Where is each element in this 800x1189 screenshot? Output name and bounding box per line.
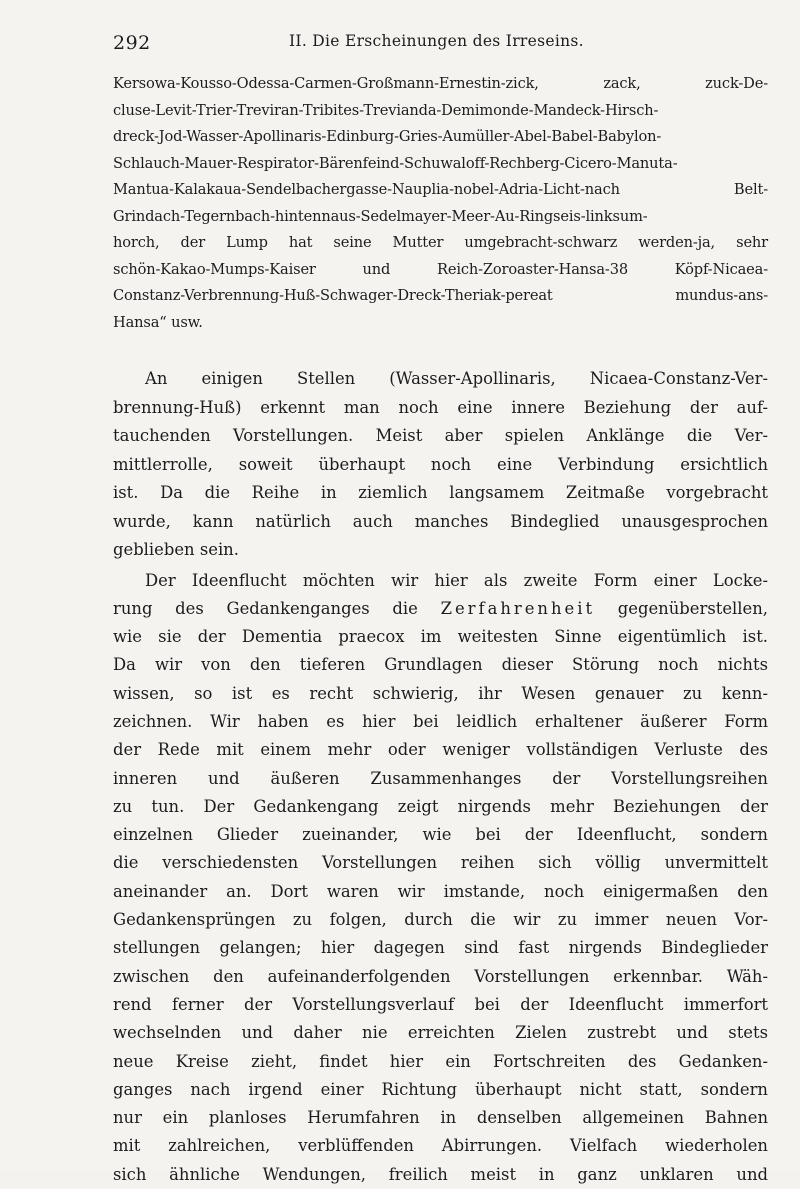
- text-line: der Rede mit einem mehr oder weniger vollständigen Verluste des: [113, 736, 768, 764]
- page-header: [0, 32, 800, 58]
- text-line: Gedankensprüngen zu folgen, durch die wir zu immer neuen Vor-: [113, 906, 768, 934]
- text-line: zeichnen. Wir haben es hier bei leidlich erhaltener äußerer Form: [113, 708, 768, 736]
- text-line: Grindach-Tegernbach-hintennaus-Sedelmayer-Meer-Au-Ringseis-linksum-: [113, 204, 768, 231]
- text-line: An einigen Stellen (Wasser-Apollinaris, Nicaea-Constanz-Ver-: [113, 365, 768, 394]
- text-line: die verschiedensten Vorstellungen reihen sich völlig unvermittelt: [113, 849, 768, 877]
- text-line: cluse-Levit-Trier-Treviran-Tribites-Trevianda-Demimonde-Mandeck-Hirsch-: [113, 98, 768, 125]
- page-number: 292: [113, 32, 151, 54]
- text-line: nur ein planloses Herumfahren in denselben allgemeinen Bahnen: [113, 1104, 768, 1132]
- text-line: Kersowa-Kousso-Odessa-Carmen-Großmann-Ernestin-zick, zack, zuck-De-: [113, 71, 768, 98]
- paragraph: [113, 567, 768, 1189]
- text-line: sich ähnliche Wendungen, freilich meist in ganz unklaren und: [113, 1161, 768, 1189]
- text-line: mit zahlreichen, verblüffenden Abirrungen. Vielfach wiederholen: [113, 1132, 768, 1160]
- paragraph: [113, 365, 768, 565]
- text-line: neue Kreise zieht, findet hier ein Fortschreiten des Gedanken-: [113, 1048, 768, 1076]
- text-line: Mantua-Kalakaua-Sendelbachergasse-Nauplia-nobel-Adria-Licht-nach Belt-: [113, 177, 768, 204]
- text-line: zu tun. Der Gedankengang zeigt nirgends mehr Beziehungen der: [113, 793, 768, 821]
- text-line: einzelnen Glieder zueinander, wie bei der Ideenflucht, sondern: [113, 821, 768, 849]
- text-line: Der Ideenflucht möchten wir hier als zweite Form einer Locke-: [113, 567, 768, 595]
- text-line: mittlerrolle, soweit überhaupt noch eine Verbindung ersichtlich: [113, 451, 768, 480]
- text-line: Hansa“ usw.: [113, 310, 768, 337]
- text-line: dreck-Jod-Wasser-Apollinaris-Edinburg-Gries-Aumüller-Abel-Babel-Babylon-: [113, 124, 768, 151]
- text-line: aneinander an. Dort waren wir imstande, noch einigermaßen den: [113, 878, 768, 906]
- text-line: Schlauch-Mauer-Respirator-Bärenfeind-Schuwaloff-Rechberg-Cicero-Manuta-: [113, 151, 768, 178]
- running-head: II. Die Erscheinungen des Irreseins.: [289, 32, 584, 50]
- emphasized-term: Zerfahrenheit: [441, 599, 596, 618]
- text-line: ganges nach irgend einer Richtung überhaupt nicht statt, sondern: [113, 1076, 768, 1104]
- text-line: geblieben sein.: [113, 536, 768, 565]
- text-line: Da wir von den tieferen Grundlagen dieser Störung noch nichts: [113, 651, 768, 679]
- text-line: inneren und äußeren Zusammenhanges der Vorstellungsreihen: [113, 765, 768, 793]
- text-line: rung des Gedankenganges die Zerfahrenheit gegenüberstellen,: [113, 595, 768, 623]
- text-line: wissen, so ist es recht schwierig, ihr Wesen genauer zu kenn-: [113, 680, 768, 708]
- quoted-word-series: [113, 71, 768, 336]
- text-line: tauchenden Vorstellungen. Meist aber spielen Anklänge die Ver-: [113, 422, 768, 451]
- text-line: horch, der Lump hat seine Mutter umgebracht-schwarz werden-ja, sehr: [113, 230, 768, 257]
- text-line: Constanz-Verbrennung-Huß-Schwager-Dreck-Theriak-pereat mundus-ans-: [113, 283, 768, 310]
- text-line: rend ferner der Vorstellungsverlauf bei der Ideenflucht immerfort: [113, 991, 768, 1019]
- paragraph-continuation: [113, 623, 768, 1189]
- text-line: wie sie der Dementia praecox im weitesten Sinne eigentümlich ist.: [113, 623, 768, 651]
- text-line: wurde, kann natürlich auch manches Bindeglied unausgesprochen: [113, 508, 768, 537]
- text-line: ist. Da die Reihe in ziemlich langsamem Zeitmaße vorgebracht: [113, 479, 768, 508]
- text-line: brennung-Huß) erkennt man noch eine innere Beziehung der auf-: [113, 394, 768, 423]
- text-line: wechselnden und daher nie erreichten Zielen zustrebt und stets: [113, 1019, 768, 1047]
- text-line: stellungen gelangen; hier dagegen sind fast nirgends Bindeglieder: [113, 934, 768, 962]
- page-body: [113, 71, 768, 1189]
- text-line: schön-Kakao-Mumps-Kaiser und Reich-Zoroaster-Hansa-38 Köpf-Nicaea-: [113, 257, 768, 284]
- text-line: zwischen den aufeinanderfolgenden Vorstellungen erkennbar. Wäh-: [113, 963, 768, 991]
